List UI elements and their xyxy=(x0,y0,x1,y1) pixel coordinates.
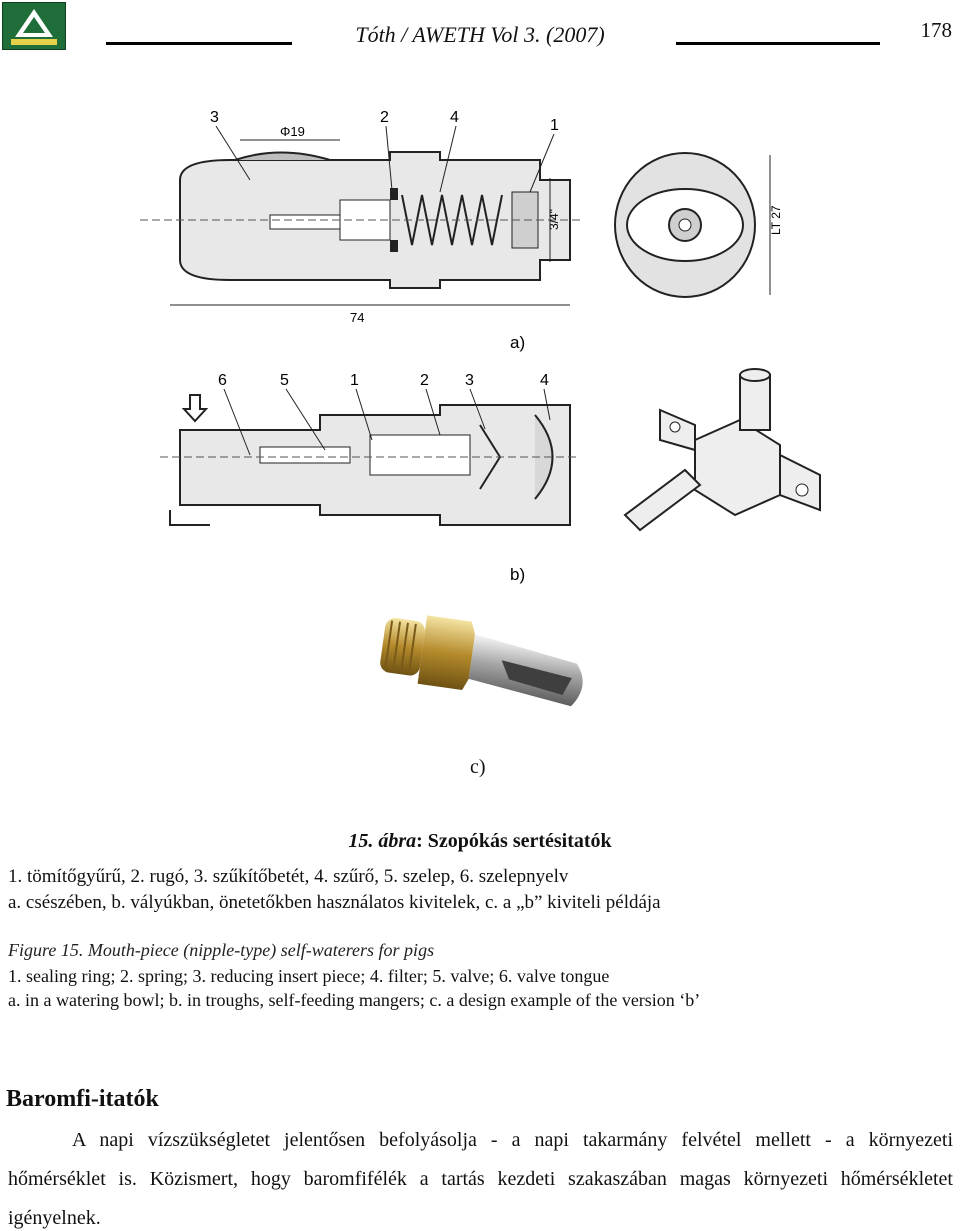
svg-text:5: 5 xyxy=(280,372,289,389)
paragraph-line: igényelnek. xyxy=(8,1207,101,1229)
svg-text:2: 2 xyxy=(420,372,429,389)
figure-caption-number: 15. ábra xyxy=(348,830,417,852)
svg-text:6: 6 xyxy=(218,372,227,389)
svg-text:3: 3 xyxy=(210,109,219,126)
paragraph-line: A napi vízszükségletet jelentősen befolyásolja - a napi takarmány felvétel mellett - a környezeti xyxy=(72,1129,953,1151)
caption-hu-variants: a. csészében, b. vályúkban, önetetőkben használatos kivitelek, c. a „b” kiviteli példája xyxy=(8,892,661,913)
svg-text:LT 27: LT 27 xyxy=(769,205,783,235)
caption-hu-parts: 1. tömítőgyűrű, 2. rugó, 3. szűkítőbetét, 4. szűrő, 5. szelep, 6. szelepnyelv xyxy=(8,866,569,887)
paragraph-line: hőmérséklet is. Közismert, hogy baromfifélék a tartás kezdeti szakaszában magas környezeti hőmérsékletet xyxy=(8,1168,953,1190)
logo-emblem-icon xyxy=(3,3,65,49)
caption-en-title: Figure 15. Mouth-piece (nipple-type) self-waterers for pigs xyxy=(8,940,435,960)
figure-caption-title xyxy=(0,830,960,853)
journal-logo xyxy=(2,2,66,50)
svg-text:3/4": 3/4" xyxy=(547,209,561,230)
header-rule-left xyxy=(106,42,292,45)
svg-text:1: 1 xyxy=(550,117,559,134)
svg-text:74: 74 xyxy=(350,310,365,325)
svg-text:2: 2 xyxy=(380,109,389,126)
figure-part-c-label: c) xyxy=(470,756,486,778)
diagram-a-bowl-nipple xyxy=(140,100,830,360)
caption-en-variants: a. in a watering bowl; b. in troughs, self-feeding mangers; c. a design example of the version ‘b’ xyxy=(8,990,701,1010)
journal-header: Tóth / AWETH Vol 3. (2007) xyxy=(355,22,605,47)
svg-text:4: 4 xyxy=(540,372,549,389)
section-heading: Baromfi-itatók xyxy=(6,1086,159,1112)
svg-text:4: 4 xyxy=(450,109,459,126)
svg-text:a): a) xyxy=(510,333,526,352)
photo-c-nipple-example xyxy=(360,596,610,746)
header-rule-right xyxy=(676,42,880,45)
svg-text:b): b) xyxy=(510,565,526,584)
caption-en-parts: 1. sealing ring; 2. spring; 3. reducing insert piece; 4. filter; 5. valve; 6. valve tongue xyxy=(8,966,610,986)
figure-caption-title-text: : Szopókás sertésitatók xyxy=(416,830,612,852)
page-number: 178 xyxy=(920,18,952,42)
svg-text:3: 3 xyxy=(465,372,474,389)
svg-text:1: 1 xyxy=(350,372,359,389)
diagram-b-trough-nipple xyxy=(140,365,830,590)
svg-text:Φ19: Φ19 xyxy=(280,124,305,139)
